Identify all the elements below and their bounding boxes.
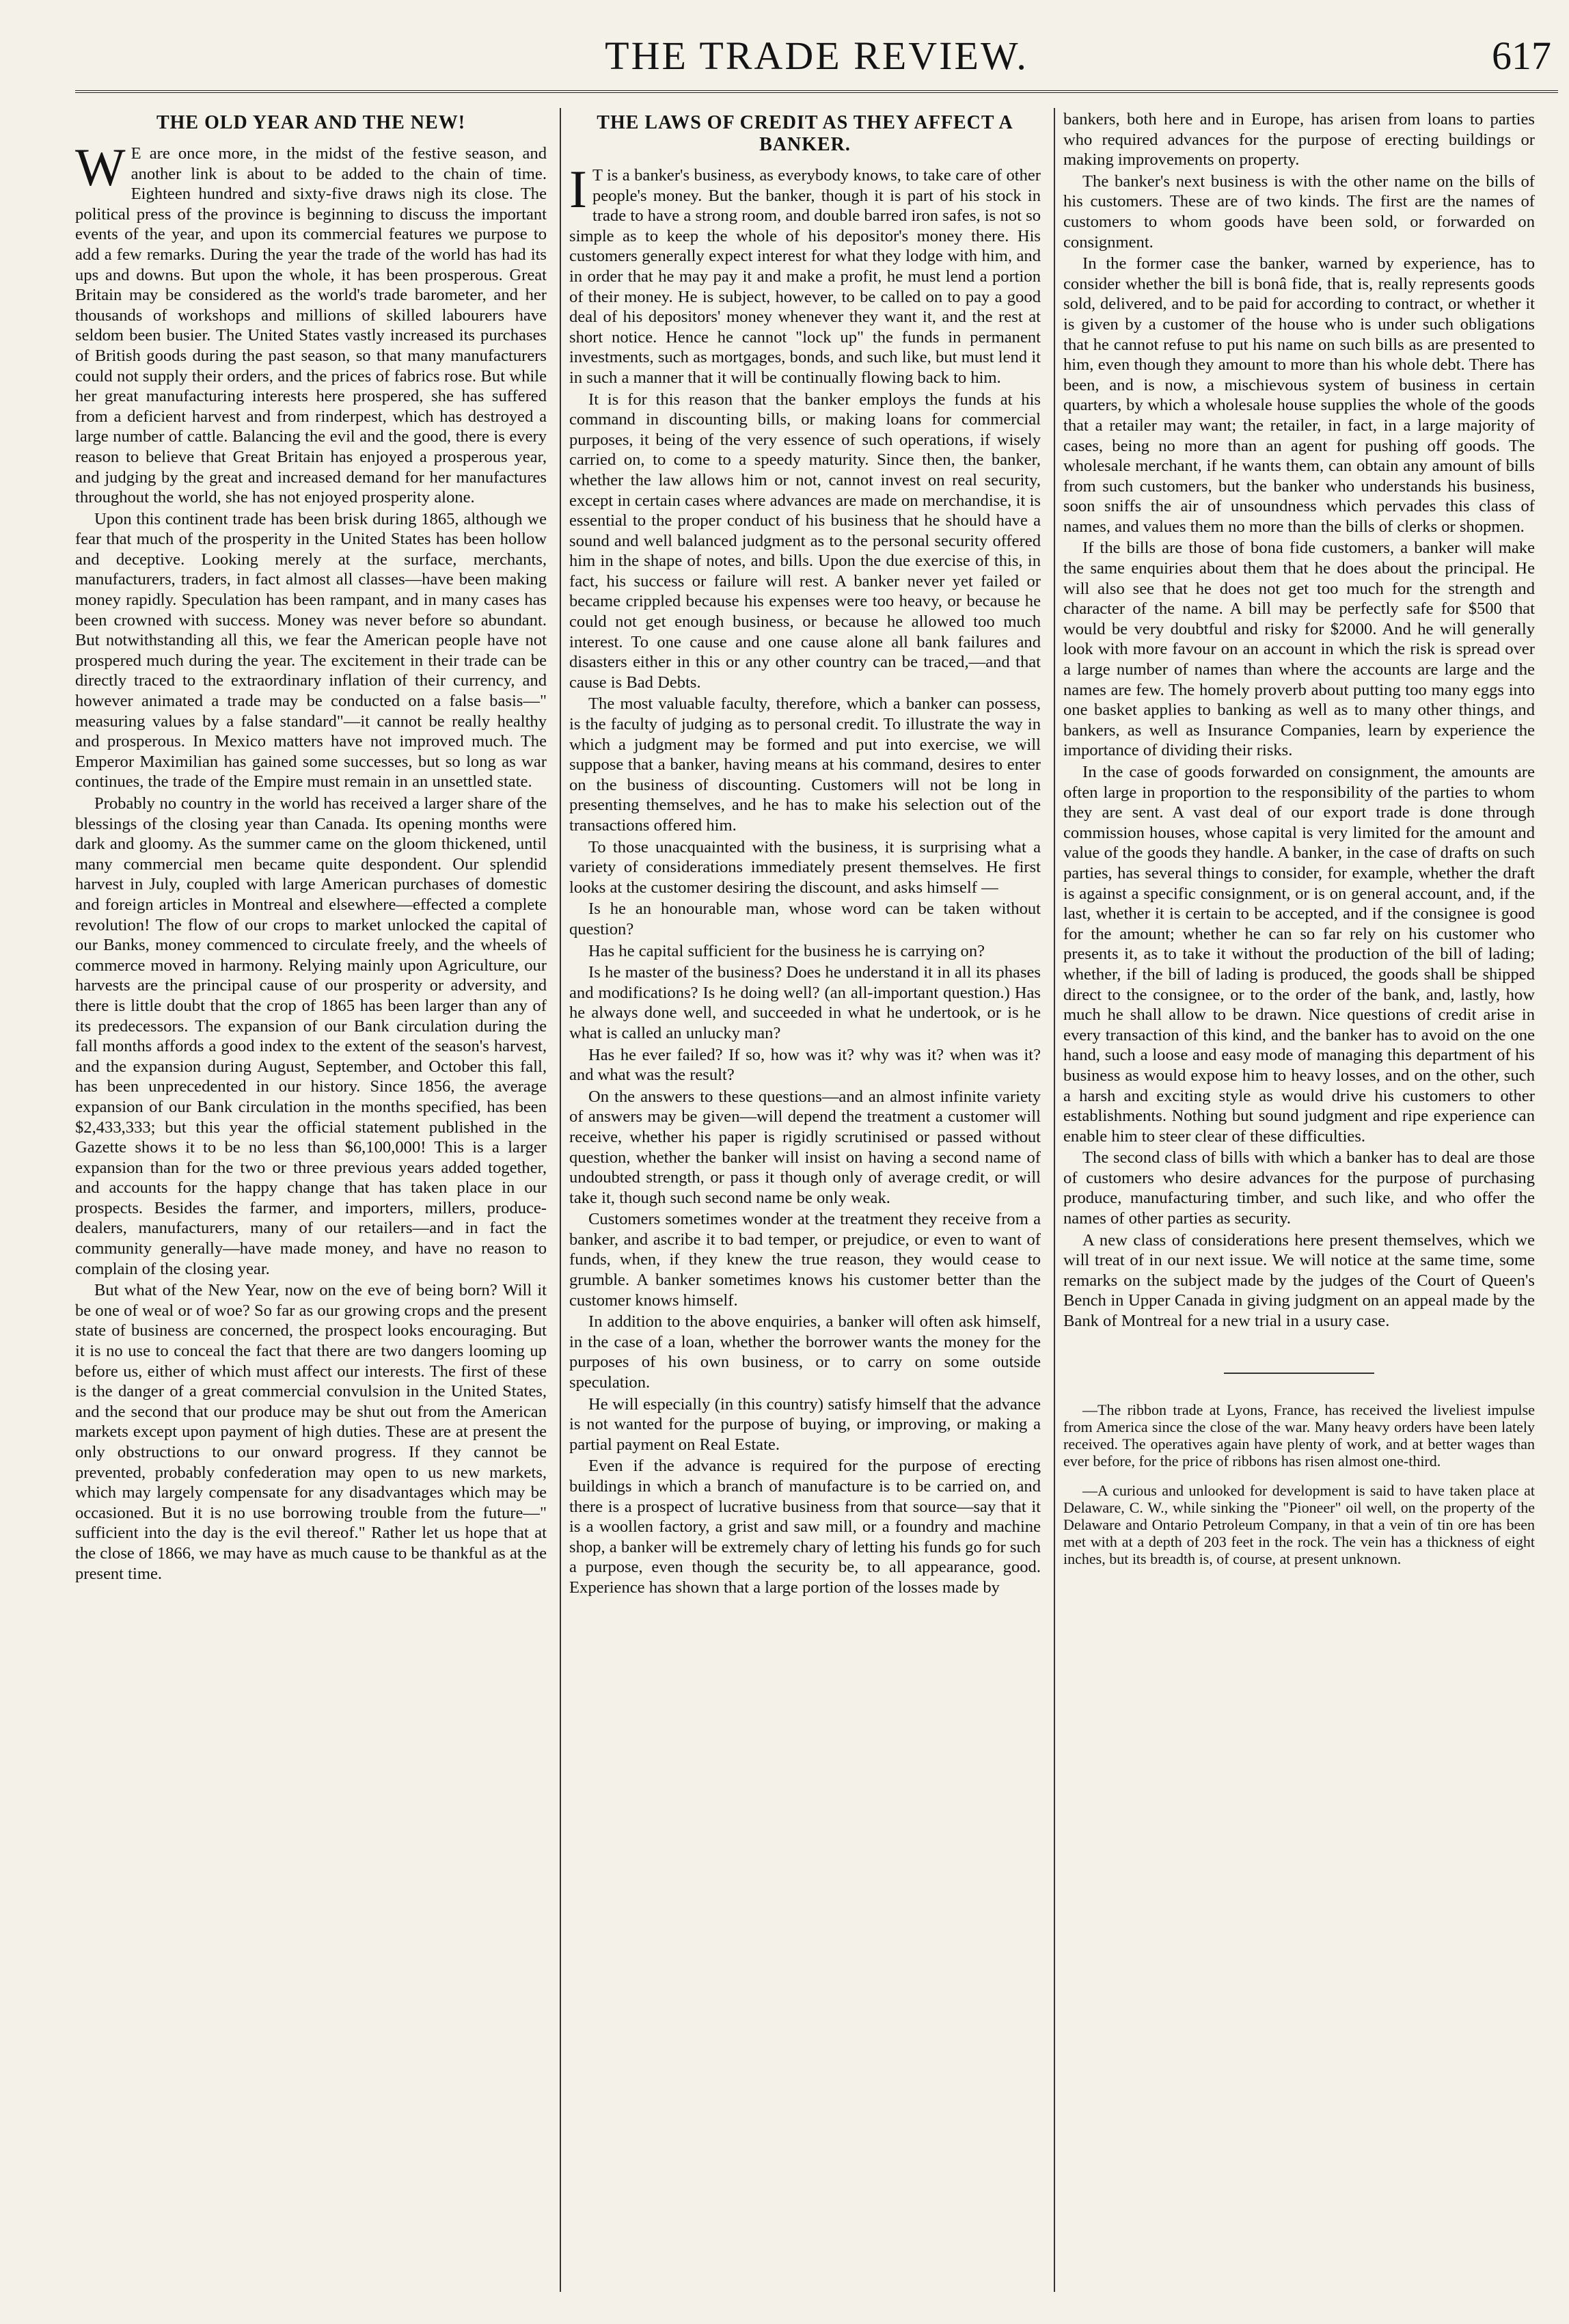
article-paragraph: Has he capital sufficient for the business he is carrying on? xyxy=(588,941,985,960)
article-paragraph: On the answers to these questions—and an almost infinite variety of answers may be given—will depend the treatment a customer will receive, whether his paper is rigidly scrutinised or passed without question, whether the banker will insist on having a second name of undoubted strength, or pass it though only of average credit, or will take it, though such second name be only weak. xyxy=(569,1087,1041,1207)
article-paragraph: Customers sometimes wonder at the treatment they receive from a banker, and ascribe it to bad temper, or prejudice, or even to want of funds, when, if they knew the true reason, they would cease to grumble. A banker sometimes knows his customer better than the customer knows himself. xyxy=(569,1210,1041,1310)
drop-cap: I xyxy=(569,159,587,219)
article-paragraph: In the former case the banker, warned by experience, has to consider whether the bill is bonâ fide, that is, really represents goods sold, delivered, and to be paid for according to contract, or whether it is given by a customer of the house who is under such obligations that he cannot refuse to put his name on such bills as are presented to him, even though they amount to more than his whole debt. There has been, and is now, a mischievous system of business in certain quarters, by which a wholesale house supplies the whole of the goods that a retailer may want; the retailer, in fact, in a large majority of cases, being no more than an agent for pushing off goods. The wholesale merchant, if he wants them, can obtain any amount of bills from such customers, but the banker who understands his business, soon sniffs the air of unsoundness which pervades this class of names, and values them no more than the bills of clerks or shopmen. xyxy=(1063,254,1535,536)
column-3 xyxy=(1063,109,1535,2290)
article-paragraph: The banker's next business is with the other name on the bills of his customers. These are of two kinds. The first are the names of customers to whom goods have been sold, or forwarded on consignment. xyxy=(1063,172,1535,252)
column-1 xyxy=(75,109,547,2290)
column-divider xyxy=(560,108,561,2292)
section-rule xyxy=(1224,1373,1374,1374)
article-paragraph: In addition to the above enquiries, a banker will often ask himself, in the case of a loan, whether the borrower wants the money for the purposes of his own business, or to carry on some outside speculation. xyxy=(569,1312,1041,1392)
drop-cap: W xyxy=(75,137,126,197)
article-paragraph: W E are once more, in the midst of the festive season, and another link is about to be added to the chain of time. Eighteen hundred and sixty-five draws nigh its close. The political press of the province is beginning to discuss the important events of the year, and upon its commercial features we purpose to add a few remarks. During the year the trade of the world has had its ups and downs. But upon the whole, it has been prosperous. Great Britain may be considered as the world's trade barometer, and her thousands of workshops and millions of skilled labourers have seldom been busier. The United States vastly increased its purchases of British goods during the past season, so that many manufacturers could not supply their orders, and the prices of fabrics rose. But while her great manufacturing interests here prospered, she has suffered from a deficient harvest and from rinderpest, which has destroyed a large number of cattle. Balancing the evil and the good, there is every reason to believe that Great Britain has enjoyed a prosperous year, and judging by the great and increased demand for her manufactures throughout the world, she has not enjoyed prosperity alone. xyxy=(75,137,547,507)
article-paragraph: But what of the New Year, now on the eve of being born? Will it be one of weal or of woe? So far as our growing crops and the present state of business are concerned, the prospect looks encouraging. But it is no use to conceal the fact that there are two dangers looming up before us, either of which must affect our interests. The first of these is the danger of a great commercial convulsion in the United States, and the second that our produce may be shut out from the American markets except upon payment of high duties. These are at present the only obstructions to our onward progress. If they cannot be prevented, probably confederation may open to us new markets, which may largely compensate for any disadvantages which may be occasioned. But it is no use borrowing trouble from the future—" sufficient into the day is the evil thereof." Rather let us hope that at the close of 1866, we may have as much cause to be thankful as at the present time. xyxy=(75,1281,547,1583)
article-paragraph: I T is a banker's business, as everybody knows, to take care of other people's money. But the banker, though it is part of his stock in trade to have a strong room, and double barred iron safes, is not so simple as to keep the whole of his depositor's money there. His customers generally expect interest for what they lodge with him, and in order that he may pay it and make a profit, he must lend a portion of their money. He is subject, however, to be called on to pay a good deal of his depositors' money whenever they want it, and the rest at short notice. Hence he cannot "lock up" the funds in permanent investments, such as mortgages, bonds, and such like, but must lend it in such a manner that it will be continually flowing back to him. xyxy=(569,159,1041,387)
article-paragraph: The most valuable faculty, therefore, which a banker can possess, is the faculty of judging as to personal credit. To illustrate the way in which a judgment may be formed and put into exercise, we will suppose that a banker, having means at his command, desires to enter on the business of discounting. Customers will not be long in presenting themselves, and he has to make his selection out of the transactions offered him. xyxy=(569,694,1041,835)
article-paragraph: Probably no country in the world has received a larger share of the blessings of the closing year than Canada. Its opening months were dark and gloomy. As the summer came on the gloom thickened, until many commercial men became quite despondent. Our splendid harvest in July, coupled with large American purchases of domestic and foreign articles in Montreal and elsewhere—effected a complete revolution! The flow of our crops to market unlocked the capital of our Banks, money commenced to circulate freely, and the wheels of commerce moved in harmony. Relying mainly upon Agriculture, our harvests are the principal cause of our prosperity or adversity, and there is little doubt that the crop of 1865 has been larger than any of its predecessors. The expansion of our Bank circulation during the fall months affords a good index to the extent of the season's harvest, and the expansion during August, September, and October this fall, has been unprecedented in our history. Since 1856, the average expansion of our Bank circulation in the months specified, has been $2,433,333; but this year the official statement published in the Gazette shows it to be no less than $6,100,000! This is a larger expansion than for the two or three previous years added together, and accounts for the happy change that has taken place in our prospects. Besides the farmer, and importers, millers, produce-dealers, manufacturers, many of our retailers—and in fact the community generally—have made money, and have no reason to complain of the closing year. xyxy=(75,794,547,1278)
article-paragraph: It is for this reason that the banker employs the funds at his command in discounting bills, or making loans for commercial purposes, it being of the very essence of such operations, if wisely carried on, to come to a speedy maturity. Since then, the banker, whether the law allows him or not, cannot invest on real security, except in certain cases where advances are made on merchandise, it is essential to the proper conduct of his business that he should have a sound and well balanced judgment as to the personal security offered him in the shape of notes, and bills. Upon the due exercise of this, in fact, his success or failure will rest. A banker never yet failed or became crippled because his expenses were too heavy, or because he could not get enough business, or because he allowed too much interest. To one cause and one cause alone all bank failures and disasters either in this or any other country can be traced,—and that cause is Bad Debts. xyxy=(569,390,1041,692)
article-paragraph: Is he an honourable man, whose word can be taken without question? xyxy=(569,900,1041,938)
article-paragraph: bankers, both here and in Europe, has arisen from loans to parties who required advances for the purpose of erecting buildings or making improvements on property. xyxy=(1063,110,1535,170)
article-paragraph: If the bills are those of bona fide customers, a banker will make the same enquiries about them that he does about the principal. He will also see that he does not get too much for the strength and character of the name. A bill may be perfectly safe for $500 that would be very doubtful and risky for $2000. And he will generally look with more favour on an account in which the risk is spread over a large number of names than where the accounts are large and the names are few. The homely proverb about putting too many eggs into one basket applies to banking as well as to many other things, and bankers, as well as Insurance Companies, learn by experience the importance of dividing their risks. xyxy=(1063,539,1535,760)
publication-title: THE TRADE REVIEW. xyxy=(605,33,1028,78)
masthead-rule xyxy=(75,90,1558,93)
news-notes xyxy=(1063,1401,1535,1567)
news-note: —The ribbon trade at Lyons, France, has received the liveliest impulse from America since the close of the war. Many heavy orders have been lately received. The operatives again have plenty of work, and at better wages than ever before, for the price of ribbons has risen almost one-third. xyxy=(1063,1401,1535,1470)
article-paragraph: The second class of bills with which a banker has to deal are those of customers who desire advances for the purpose of purchasing produce, manufacturing timber, and such like, and who offer the names of other parties as security. xyxy=(1063,1148,1535,1228)
article-paragraph: Is he master of the business? Does he understand it in all its phases and modifications? Is he doing well? (an all-important question.) Has he always done well, and succeeded in what he undertook, or is he what is called an unlucky man? xyxy=(569,963,1041,1042)
news-note: —A curious and unlooked for development is said to have taken place at Delaware, C. W., while sinking the "Pioneer" oil well, on the property of the Delaware and Ontario Petroleum Company, in that a vein of tin ore has been met with at a depth of 203 feet in the rock. The vein has a thickness of eight inches, but its breadth is, of course, at present unknown. xyxy=(1063,1481,1535,1567)
masthead xyxy=(75,27,1558,90)
article-paragraph: To those unacquainted with the business, it is surprising what a variety of considerations immediately present themselves. He first looks at the customer desiring the discount, and asks himself — xyxy=(569,837,1041,897)
article-paragraph: Upon this continent trade has been brisk during 1865, although we fear that much of the prosperity in the United States has been hollow and deceptive. Looking merely at the surface, merchants, manufacturers, traders, in fact almost all classes—have been making money rapidly. Speculation has been rampant, and in many cases has been crowned with success. Money was never before so abundant. But notwithstanding all this, we fear the American people have not prospered much during the year. The excitement in their trade can be directly traced to the extraordinary inflation of their currency, and however animated a trade may be conducted on a false basis—" measuring values by a false standard"—it cannot be really healthy and prosperous. In Mexico matters have not improved much. The Emperor Maximilian has gained some successes, but so long as war continues, the trade of the Empire must remain in an unsettled state. xyxy=(75,509,547,792)
column-divider xyxy=(1054,108,1055,2292)
article-paragraph: In the case of goods forwarded on consignment, the amounts are often large in proportion to the responsibility of the parties to whom they are sent. A vast deal of our export trade is done through commission houses, whose capital is very limited for the amount and value of the goods they handle. A banker, in the case of drafts on such parties, has several things to consider, for example, whether the draft is against a specific consignment, or is on general account, and, if the last, whether it is certain to be accepted, and if the consignee is good for the amount; whether he can so far rely on his customer who presents it, as to take it without the production of the bill of lading; whether, if the bill of lading is produced, the goods shall be shipped direct to the consignee, or to the order of the bank, and, lastly, how much he shall allow to be drawn. Nice questions of credit arise in every transaction of this kind, and the banker has to avoid on the one hand, such a loose and easy mode of managing this department of his business as would expose him to heavy losses, and on the other, such a harsh and exciting style as would drive his customers to other establishments. Nothing but sound judgment and ripe experience can enable him to steer clear of these difficulties. xyxy=(1063,763,1535,1146)
newspaper-page xyxy=(75,27,1565,2303)
article-paragraph: Has he ever failed? If so, how was it? why was it? when was it? and what was the result? xyxy=(569,1045,1041,1085)
page-number: 617 xyxy=(1492,33,1551,78)
article-paragraph: A new class of considerations here present themselves, which we will treat of in our next issue. We will notice at the same time, some remarks on the subject made by the judges of the Court of Queen's Bench in Upper Canada in giving judgment on an appeal made by the Bank of Montreal for a new trial in a usury case. xyxy=(1063,1230,1535,1331)
column-2 xyxy=(569,109,1041,2290)
article-paragraph: He will especially (in this country) satisfy himself that the advance is not wanted for the purpose of buying, or improving, or making a partial payment on Real Estate. xyxy=(569,1394,1041,1454)
article-paragraph: Even if the advance is required for the purpose of erecting buildings in which a branch of manufacture is to be carried on, and there is a prospect of lucrative business from that source—say that it is a woollen factory, a grist and saw mill, or a foundry and machine shop, a banker will be extremely chary of letting his funds go for such a purpose, even though the security be, to all appearance, good. Experience has shown that a large portion of the losses made by xyxy=(569,1457,1041,1597)
article-headline: THE OLD YEAR AND THE NEW! xyxy=(156,112,466,133)
article-headline: THE LAWS OF CREDIT AS THEY AFFECT A BANKER. xyxy=(597,112,1013,155)
